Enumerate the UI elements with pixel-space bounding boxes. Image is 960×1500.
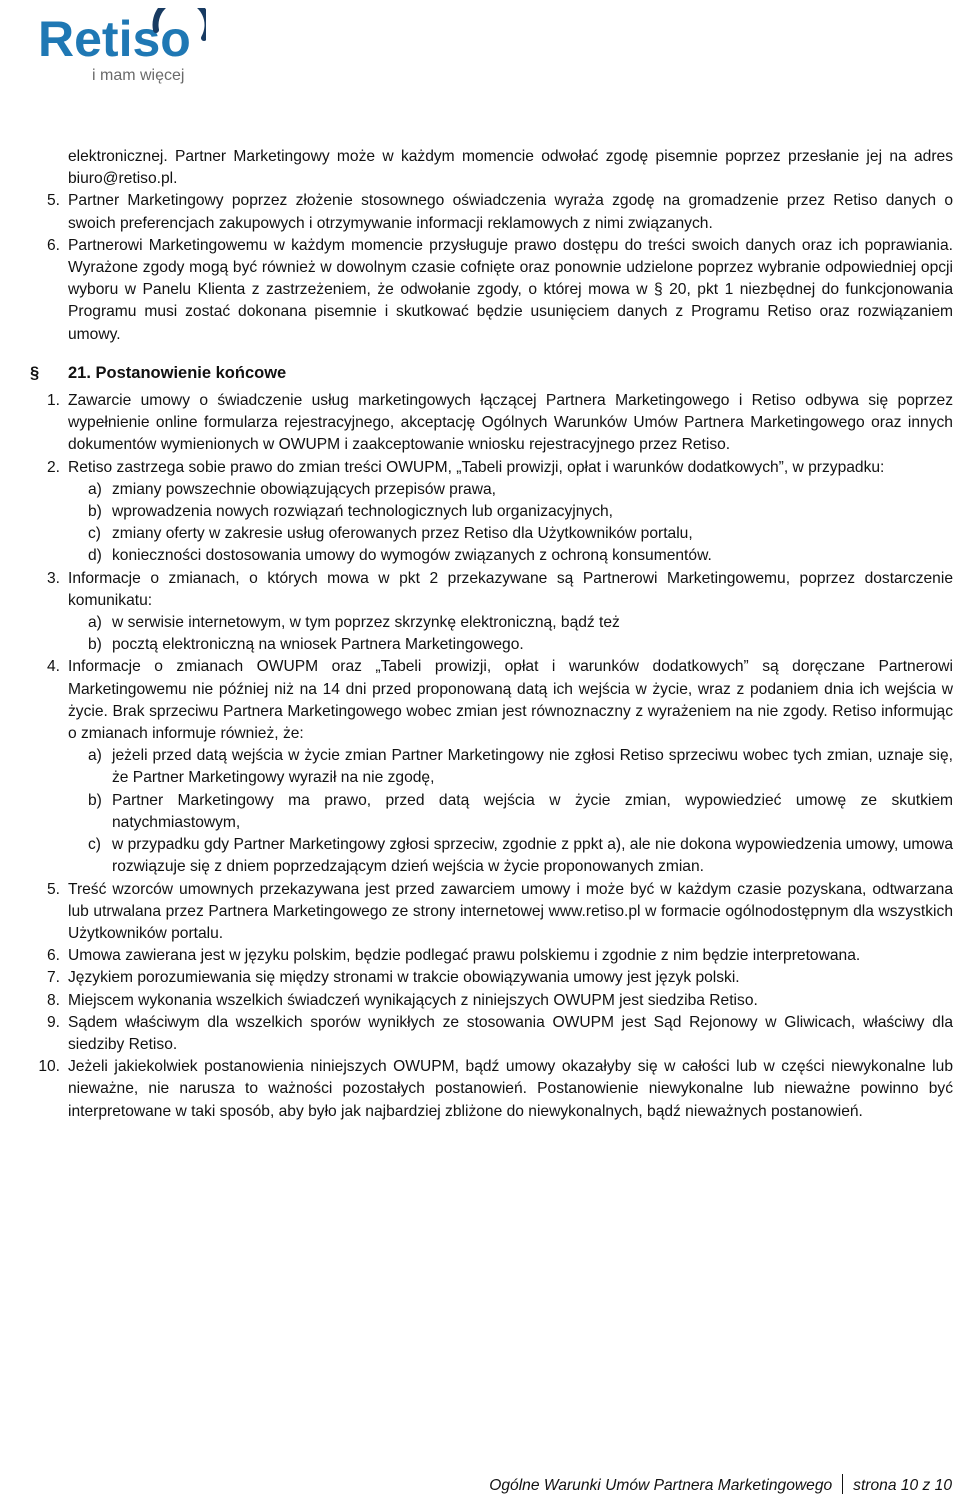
logo-wordmark: Retiso [38, 11, 191, 67]
sub-item-text: w serwisie internetowym, w tym poprzez skrzynkę elektroniczną, bądź też [112, 614, 620, 632]
list-item-2 [46, 457, 953, 568]
sub-item-label: b) [88, 636, 102, 654]
sub-item [88, 479, 953, 501]
item-text: Retiso zastrzega sobie prawo do zmian treści OWUPM, „Tabeli prowizji, opłat i warunków dodatkowych”, w przypadku: [68, 458, 885, 476]
list-item-4 [46, 656, 953, 878]
sub-item-text: pocztą elektroniczną na wniosek Partnera Marketingowego. [112, 636, 524, 654]
sub-item-label: a) [88, 480, 102, 498]
sub-item [88, 834, 953, 878]
item-number: 6. [46, 236, 60, 254]
intro-paragraph: elektronicznej. Partner Marketingowy może w każdym momencie odwołać zgodę pisemnie poprzez przesłanie jej na adres biuro@retiso.pl. [68, 148, 953, 188]
sub-item-text: zmiany oferty w zakresie usług oferowanych przez Retiso dla Użytkowników portalu, [112, 525, 693, 543]
sub-item-text: w przypadku gdy Partner Marketingowy zgłosi sprzeciw, zgodnie z ppkt a), ale nie dokona wypowiedzenia umowy, umowa rozwiązuje się z dniem poprzedzającym dzień wejścia w życie proponowanych zmian. [112, 836, 953, 876]
item-text: Informacje o zmianach, o których mowa w pkt 2 przekazywane są Partnerowi Marketingowemu, poprzez dostarczenie komunikatu: [68, 569, 953, 609]
sub-item [88, 545, 953, 567]
item-number: 3. [46, 569, 60, 587]
sub-item-text: jeżeli przed datą wejścia w życie zmian Partner Marketingowy nie zgłosi Retiso sprzeciwu wobec tych zmian, uznaje się, że Partner Marketingowy wyraził na nie zgodę, [112, 747, 953, 787]
sub-item-label: c) [88, 836, 101, 854]
list-item-prev-6 [46, 235, 953, 346]
item-text: Partnerowi Marketingowemu w każdym momencie przysługuje prawo dostępu do treści swoich danych oraz ich poprawiania. Wyrażone zgody mogą być również w dowolnym czasie cofnięte oraz ponownie udzielone poprzez wybranie odpowiedniej opcji wyboru w Panelu Klienta z zastrzeżeniem, że odwołanie zgody, o której mowa w § 20, pkt 1 niezbędnej do funkcjonowania Programu musi zostać dokonana pisemnie i skutkować będzie usunięciem danych z Programu Retiso oraz rozwiązaniem umowy. [68, 236, 953, 343]
list-item-10 [38, 1056, 953, 1123]
list-item-7 [46, 967, 953, 989]
item-number: 2. [46, 458, 60, 476]
sub-item-text: konieczności dostosowania umowy do wymogów związanych z ochroną konsumentów. [112, 547, 712, 565]
logo-tagline: i mam więcej [92, 67, 185, 84]
item-text: Sądem właściwym dla wszelkich sporów wynikłych ze stosowania OWUPM jest Sąd Rejonowy w Gliwicach, właściwy dla siedziby Retiso. [68, 1013, 953, 1053]
section-heading [30, 362, 953, 384]
list-item-9 [46, 1012, 953, 1056]
item-text: Miejscem wykonania wszelkich świadczeń wynikających z niniejszych OWUPM jest siedziba Retiso. [68, 991, 758, 1009]
retiso-logo [36, 8, 206, 88]
item-number: 7. [46, 969, 60, 987]
sub-item [88, 634, 953, 656]
sub-item [88, 501, 953, 523]
sub-item [88, 612, 953, 634]
item-number: 5. [46, 192, 60, 210]
sub-item [88, 790, 953, 834]
document-body [30, 146, 953, 1123]
sub-item-label: a) [88, 747, 102, 765]
item-number: 8. [46, 991, 60, 1009]
item-text: Informacje o zmianach OWUPM oraz „Tabeli prowizji, opłat i warunków dodatkowych” są doręczane Partnerowi Marketingowemu nie później niż na 14 dni przed proponowaną datą ich wejścia w życie, wraz z podaniem dnia ich wejścia w życie. Brak sprzeciwu Partnera Marketingowego wobec zmian jest równoznaczny z wyrażeniem na nie zgody. Retiso informując o zmianach informuje również, że: [68, 658, 953, 743]
item-number: 9. [46, 1013, 60, 1031]
list-item-prev-5 [46, 190, 953, 234]
item-number: 6. [46, 947, 60, 965]
item-number: 10. [38, 1058, 60, 1076]
section-title: 21. Postanowienie końcowe [68, 363, 287, 382]
retiso-logo-graphic [36, 8, 206, 88]
footer-page-number: strona 10 z 10 [853, 1477, 952, 1494]
sub-item-label: d) [88, 547, 102, 565]
sub-item-label: c) [88, 525, 101, 543]
list-item-1 [46, 390, 953, 457]
footer-doc-title: Ogólne Warunki Umów Partnera Marketingowego [489, 1477, 833, 1494]
list-item-8 [46, 990, 953, 1012]
sub-item-text: Partner Marketingowy ma prawo, przed datą wejścia w życie zmian, wypowiedzieć umowę ze skutkiem natychmiastowym, [112, 791, 953, 831]
item-text: Umowa zawierana jest w języku polskim, będzie podlegać prawu polskiemu i zgodnie z nim będzie interpretowana. [68, 947, 861, 965]
sub-item-label: b) [88, 791, 102, 809]
list-item-3 [46, 568, 953, 657]
item-number: 1. [46, 392, 60, 410]
sub-item-label: a) [88, 614, 102, 632]
sub-item-text: zmiany powszechnie obowiązujących przepisów prawa, [112, 480, 496, 498]
item-text: Językiem porozumiewania się między stronami w trakcie obowiązywania umowy jest język polski. [68, 969, 740, 987]
item-text: Treść wzorców umownych przekazywana jest przed zawarciem umowy i może być w każdym czasie pozyskana, odtwarzana lub utrwalana przez Partnera Marketingowego ze strony internetowej www.retiso.pl w formacie ogólnodostępnym dla wszystkich Użytkowników portalu. [68, 880, 953, 942]
sub-item-label: b) [88, 503, 102, 521]
item-text: Jeżeli jakiekolwiek postanowienia niniejszych OWUPM, bądź umowy okazałyby się w całości lub w części niewykonalne lub nieważne, nie narusza to ważności pozostałych postanowień. Postanowienie niewykonalne lub nieważne powinno być interpretowane w taki sposób, aby było jak najbardziej zbliżone do niewykonalnych, bądź nieważnych postanowień. [68, 1058, 953, 1120]
item-text: Partner Marketingowy poprzez złożenie stosownego oświadczenia wyraża zgodę na gromadzenie przez Retiso danych o swoich preferencjach zakupowych i otrzymywanie informacji reklamowych z nimi związanych. [68, 192, 953, 232]
sub-item [88, 745, 953, 789]
sub-item-text: wprowadzenia nowych rozwiązań technologicznych lub organizacyjnych, [112, 503, 614, 521]
list-item-6 [46, 945, 953, 967]
section-symbol: § [30, 363, 40, 382]
item-text: Zawarcie umowy o świadczenie usług marketingowych łączącej Partnera Marketingowego i Retiso odbywa się poprzez wypełnienie online formularza rejestracyjnego, akceptację Ogólnych Warunków Umów Partnera Marketingowego oraz innych dokumentów wymienionych w OWUPM i zaakceptowanie wniosku rejestracyjnego przez Retiso. [68, 392, 953, 454]
footer-separator [842, 1474, 843, 1494]
sub-item [88, 523, 953, 545]
page-footer [489, 1474, 952, 1495]
item-number: 4. [46, 658, 60, 676]
item-number: 5. [46, 880, 60, 898]
list-item-5 [46, 879, 953, 946]
